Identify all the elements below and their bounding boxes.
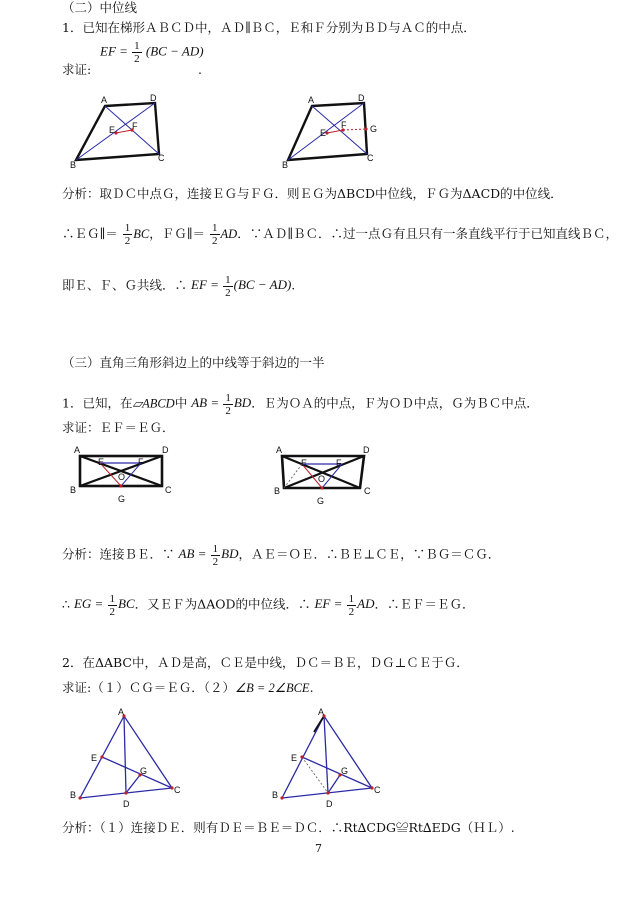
point-label-f: F bbox=[138, 457, 144, 467]
vertex-label-b: B bbox=[272, 790, 279, 800]
point-label-e: E bbox=[291, 753, 298, 763]
formula-end: . bbox=[198, 62, 202, 77]
vertex-label-b: B bbox=[70, 485, 77, 495]
formula-ef: EF = $\frac{1}{2}$ (BC − AD) bbox=[100, 40, 204, 65]
analysis-1-line2: ∴ＥＧ∥＝ $\frac{1}{2}$ BC，ＦＧ∥＝ $\frac{1}{2}$ AD．∵ＡＤ∥ＢＣ．∴过一点Ｇ有且只有一条直线平行于已知直线ＢＣ， bbox=[62, 222, 618, 247]
rectangle-figure-1 bbox=[68, 444, 178, 514]
trapezoid-figure-2 bbox=[282, 92, 396, 172]
vertex-label-a: A bbox=[308, 95, 315, 105]
analysis-3-2: 分析：（１）连接ＤＥ．则有ＤＥ＝ＢＥ＝ＤＣ．∴Rt∆CDG≌Rt∆EDG（ＨＬ）. bbox=[62, 820, 515, 835]
vertex-label-d: D bbox=[150, 93, 157, 103]
point-label-e: E bbox=[91, 753, 98, 763]
vertex-label-c: C bbox=[174, 785, 181, 795]
triangle-figure-1 bbox=[68, 707, 188, 812]
page-number: 7 bbox=[315, 842, 322, 855]
vertex-label-b: B bbox=[274, 486, 281, 496]
prove-3-1: 求证：ＥＦ＝ＥＧ． bbox=[62, 420, 175, 435]
vertex-label-c: C bbox=[367, 153, 374, 163]
problem-3-1-statement: 1．已知，在▱ABCD中 AB = $\frac{1}{2}$ BD．Ｅ为ＯＡ的中点，Ｆ为ＯＤ中点，Ｇ为ＢＣ中点． bbox=[62, 392, 539, 417]
vertex-label-b: B bbox=[70, 790, 77, 800]
vertex-label-a: A bbox=[101, 95, 108, 105]
point-label-f: F bbox=[336, 458, 342, 468]
vertex-label-c: C bbox=[364, 486, 371, 496]
vertex-label-d: D bbox=[363, 445, 370, 455]
point-label-d: D bbox=[123, 799, 130, 809]
vertex-label-c: C bbox=[165, 485, 172, 495]
point-label-e: E bbox=[301, 458, 308, 468]
vertex-label-a: A bbox=[318, 707, 325, 717]
prove-label: 求证: bbox=[62, 62, 92, 77]
point-label-e: E bbox=[109, 125, 116, 135]
point-label-e: E bbox=[320, 128, 327, 138]
section-heading-right-triangle: （三）直角三角形斜边上的中线等于斜边的一半 bbox=[62, 355, 325, 370]
vertex-label-b: B bbox=[70, 160, 77, 170]
point-label-g: G bbox=[370, 124, 378, 134]
vertex-label-a: A bbox=[118, 707, 125, 717]
vertex-label-b: B bbox=[282, 160, 289, 170]
vertex-label-d: D bbox=[358, 93, 365, 103]
analysis-3-1: 分析：连接ＢＥ．∵ AB = $\frac{1}{2}$ BD，ＡＥ＝ＯＥ．∴ＢＥ⊥ＣＥ，∵ＢＧ＝ＣＧ． bbox=[62, 543, 501, 568]
triangle-figure-2 bbox=[270, 707, 390, 812]
point-label-e: E bbox=[98, 457, 105, 467]
section-heading-midline: （二）中位线 bbox=[62, 0, 138, 15]
analysis-1-line3: 即Ｅ、Ｆ、Ｇ共线．∴ EF = $\frac{1}{2}$ (BC − AD). bbox=[62, 274, 296, 299]
parallelogram-figure-2 bbox=[272, 444, 382, 514]
point-label-g: G bbox=[118, 494, 126, 504]
vertex-label-a: A bbox=[74, 445, 81, 455]
trapezoid-figure-1 bbox=[70, 92, 180, 172]
vertex-label-c: C bbox=[158, 153, 165, 163]
point-label-g: G bbox=[341, 766, 349, 776]
point-label-o: O bbox=[118, 472, 126, 482]
point-label-d: D bbox=[326, 799, 333, 809]
analysis-1: 分析：取ＤＣ中点Ｇ，连接ＥＧ与ＦＧ．则ＥＧ为ΔBCD中位线，ＦＧ为ΔACD的中位线． bbox=[62, 186, 563, 201]
problem-3-2-statement: 2．在ΔABC中，ＡＤ是高，ＣＥ是中线，ＤＣ＝ＢＥ，ＤＧ⊥ＣＥ于Ｇ． bbox=[62, 655, 469, 670]
prove-3-2: 求证:（１）ＣＧ＝ＥＧ．（２）∠B = 2∠BCE. bbox=[62, 680, 314, 695]
vertex-label-c: C bbox=[374, 785, 381, 795]
problem-1-statement: 1．已知在梯形ＡＢＣＤ中，ＡＤ∥ＢＣ，Ｅ和Ｆ分别为ＢＤ与ＡＣ的中点． bbox=[62, 20, 476, 35]
point-label-g: G bbox=[317, 496, 325, 506]
point-label-g: G bbox=[140, 766, 148, 776]
analysis-3-1-line2: ∴ EG = $\frac{1}{2}$ BC．又ＥＦ为ΔAOD的中位线．∴ EF = $\frac{1}{2}$ AD．∴ＥＦ＝ＥＧ． bbox=[62, 593, 475, 618]
vertex-label-a: A bbox=[276, 445, 283, 455]
point-label-f: F bbox=[132, 121, 138, 131]
point-label-o: O bbox=[318, 474, 326, 484]
formula-ef-conclusion: EF = $\frac{1}{2}$ (BC − AD) bbox=[191, 274, 292, 299]
point-label-f: F bbox=[341, 120, 347, 130]
vertex-label-d: D bbox=[162, 445, 169, 455]
